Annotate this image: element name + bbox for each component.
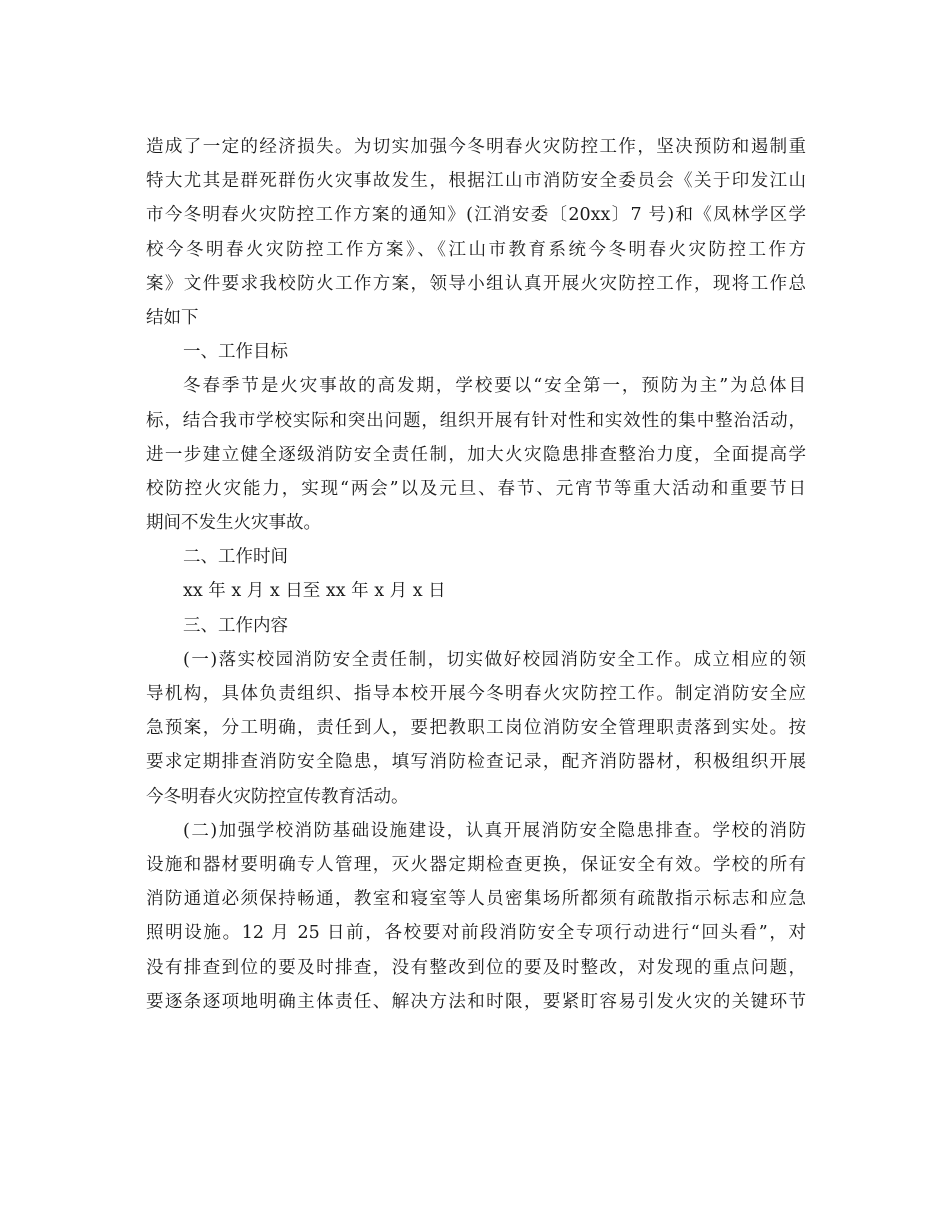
text-line: 消防通道必须保持畅通，教室和寝室等人员密集场所都须有疏散指示标志和应急 — [146, 889, 806, 910]
text-line: 二、工作时间 — [183, 547, 288, 568]
document-body — [146, 130, 806, 1019]
text-line: 一、工作目标 — [183, 342, 288, 363]
text-line: 三、工作内容 — [183, 615, 288, 636]
text-line: 进一步建立健全逐级消防安全责任制，加大火灾隐患排查整治力度，全面提高学 — [146, 444, 806, 465]
text-line: 今冬明春火灾防控宣传教育活动。 — [146, 786, 409, 807]
text-line: 造成了一定的经济损失。为切实加强今冬明春火灾防控工作，坚决预防和遏制重 — [146, 137, 806, 157]
text-line: 特大尤其是群死群伤火灾事故发生，根据江山市消防安全委员会《关于印发江山 — [146, 171, 806, 192]
text-line: 校防控火灾能力，实现“两会”以及元旦、春节、元宵节等重大活动和重要节日 — [146, 478, 806, 499]
text-line: 没有排查到位的要及时排查，没有整改到位的要及时整改，对发现的重点问题， — [146, 957, 806, 978]
text-line: (二)加强学校消防基础设施建设，认真开展消防安全隐患排查。学校的消防 — [183, 820, 806, 841]
text-line: 期间不发生火灾事故。 — [146, 513, 321, 534]
text-line: 结如下 — [146, 307, 199, 328]
text-line: 导机构，具体负责组织、指导本校开展今冬明春火灾防控工作。制定消防安全应 — [146, 684, 806, 704]
text-line: 标，结合我市学校实际和突出问题，组织开展有针对性和实效性的集中整治活动， — [146, 410, 806, 431]
text-line: 急预案，分工明确，责任到人，要把教职工岗位消防安全管理职责落到实处。按 — [146, 718, 806, 739]
text-line: 要求定期排查消防安全隐患，填写消防检查记录，配齐消防器材，积极组织开展 — [146, 752, 806, 773]
text-line: xx 年 x 月 x 日至 xx 年 x 月 x 日 — [183, 581, 446, 602]
text-line: 设施和器材要明确专人管理，灭火器定期检查更换，保证安全有效。学校的所有 — [146, 854, 806, 875]
text-line: 要逐条逐项地明确主体责任、解决方法和时限，要紧盯容易引发火灾的关键环节 — [146, 991, 806, 1012]
text-line: 市今冬明春火灾防控工作方案的通知》(江消安委〔20xx〕7 号)和《凤林学区学 — [146, 205, 806, 226]
text-line: 案》文件要求我校防火工作方案，领导小组认真开展火灾防控工作，现将工作总 — [146, 273, 806, 294]
text-line: (一)落实校园消防安全责任制，切实做好校园消防安全工作。成立相应的领 — [183, 649, 806, 670]
text-line: 照明设施。12 月 25 日前，各校要对前段消防安全专项行动进行“回头看”，对 — [146, 923, 806, 944]
text-line: 校今冬明春火灾防控工作方案》、《江山市教育系统今冬明春火灾防控工作方 — [146, 239, 806, 260]
text-line: 冬春季节是火灾事故的高发期，学校要以“安全第一，预防为主”为总体目 — [183, 376, 806, 397]
